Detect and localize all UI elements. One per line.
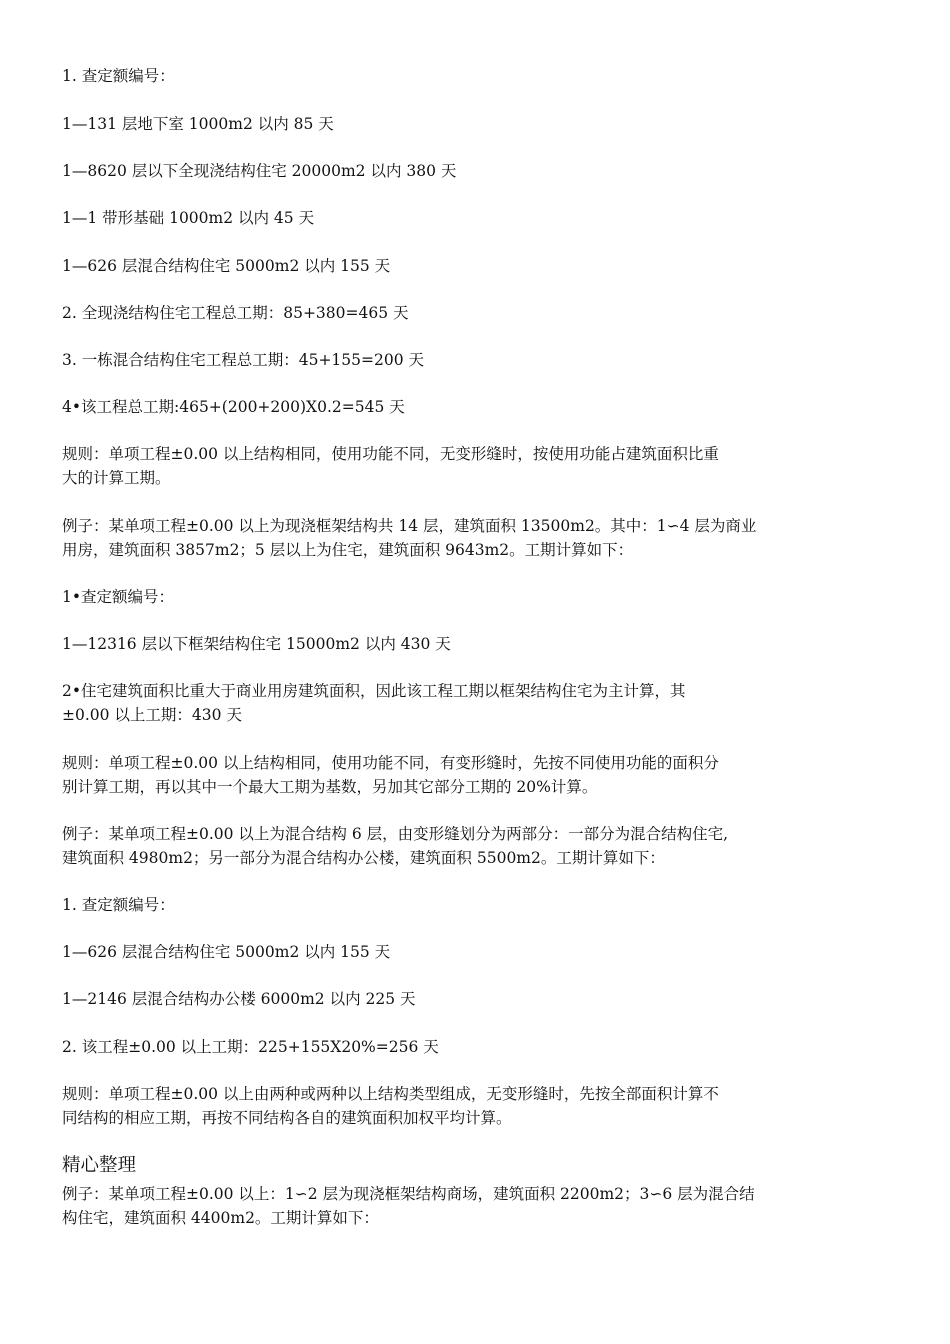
total-duration-mixed: 3. 一栋混合结构住宅工程总工期：45+155=200 天 bbox=[62, 351, 425, 369]
example-1-lookup-heading: 1•查定额编号： bbox=[62, 588, 175, 606]
quota-entry-basement: 1—131 层地下室 1000m2 以内 85 天 bbox=[62, 115, 334, 133]
example-1-result-line-2: ±0.00 以上工期：430 天 bbox=[62, 706, 242, 724]
rule-2-line-2: 别计算工期，再以其中一个最大工期为基数，另加其它部分工期的 20%计算。 bbox=[62, 778, 598, 796]
total-duration-cast-in-place: 2. 全现浇结构住宅工程总工期：85+380=465 天 bbox=[62, 304, 409, 322]
rule-1-line-1: 规则：单项工程±0.00 以上结构相同，使用功能不同，无变形缝时，按使用功能占建筑面积比重 bbox=[62, 445, 719, 463]
step-1-lookup-heading: 1. 查定额编号： bbox=[62, 67, 175, 85]
example-1-quota-entry: 1—12316 层以下框架结构住宅 15000m2 以内 430 天 bbox=[62, 635, 451, 653]
rule-2-line-1: 规则：单项工程±0.00 以上结构相同，使用功能不同，有变形缝时，先按不同使用功能的面积分 bbox=[62, 754, 719, 772]
quota-entry-strip-foundation: 1—1 带形基础 1000m2 以内 45 天 bbox=[62, 209, 315, 227]
rule-3-line-1: 规则：单项工程±0.00 以上由两种或两种以上结构类型组成，无变形缝时，先按全部面积计算不 bbox=[62, 1085, 719, 1103]
quota-entry-cast-in-place: 1—8620 层以下全现浇结构住宅 20000m2 以内 380 天 bbox=[62, 162, 457, 180]
example-2-lookup-heading: 1. 查定额编号： bbox=[62, 896, 175, 914]
example-2-line-1: 例子：某单项工程±0.00 以上为混合结构 6 层，由变形缝划分为两部分：一部分为混合结构住宅, bbox=[62, 825, 729, 843]
example-1-result-line-1: 2•住宅建筑面积比重大于商业用房建筑面积，因此该工程工期以框架结构住宅为主计算，其 bbox=[62, 682, 686, 700]
example-3-line-1: 例子：某单项工程±0.00 以上：1∽2 层为现浇框架结构商场，建筑面积 2200m2；3∽6 层为混合结 bbox=[62, 1185, 755, 1203]
example-2-quota-entry-housing: 1—626 层混合结构住宅 5000m2 以内 155 天 bbox=[62, 943, 391, 961]
total-duration-project: 4•该工程总工期:465+(200+200)X0.2=545 天 bbox=[62, 398, 405, 416]
example-3-line-2: 构住宅，建筑面积 4400m2。工期计算如下： bbox=[62, 1209, 379, 1227]
example-2-line-2: 建筑面积 4980m2；另一部分为混合结构办公楼，建筑面积 5500m2。工期计算如下： bbox=[62, 849, 665, 867]
example-2-quota-entry-office: 1—2146 层混合结构办公楼 6000m2 以内 225 天 bbox=[62, 990, 416, 1008]
rule-3-line-2: 同结构的相应工期，再按不同结构各自的建筑面积加权平均计算。 bbox=[62, 1109, 512, 1127]
rule-1-line-2: 大的计算工期。 bbox=[62, 469, 171, 487]
example-1-line-2: 用房，建筑面积 3857m2；5 层以上为住宅，建筑面积 9643m2。工期计算如下： bbox=[62, 541, 634, 559]
watermark-heading: 精心整理 bbox=[62, 1155, 137, 1176]
quota-entry-mixed-structure: 1—626 层混合结构住宅 5000m2 以内 155 天 bbox=[62, 257, 391, 275]
example-2-result: 2. 该工程±0.00 以上工期：225+155X20%=256 天 bbox=[62, 1038, 439, 1056]
example-1-line-1: 例子：某单项工程±0.00 以上为现浇框架结构共 14 层，建筑面积 13500m2。其中：1∽4 层为商业 bbox=[62, 517, 757, 535]
